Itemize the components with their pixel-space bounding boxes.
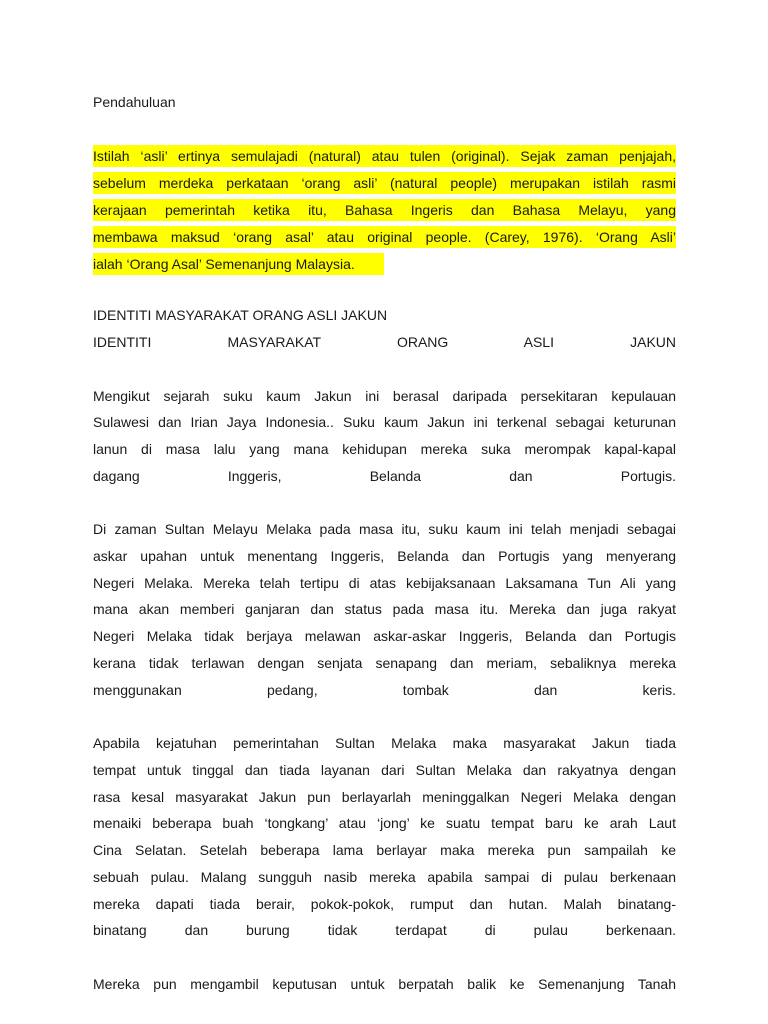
paragraph-line: lanun di masa lalu yang mana kehidupan mereka suka merompak kapal-kapal [93, 441, 676, 457]
paragraph-line: Di zaman Sultan Melayu Melaka pada masa itu, suku kaum ini telah menjadi sebagai [93, 521, 676, 537]
paragraph-line: menggunakan pedang, tombak dan keris. [93, 682, 676, 698]
paragraph-line: Mengikut sejarah suku kaum Jakun ini berasal daripada persekitaran kepulauan [93, 388, 676, 404]
paragraph-line: Sulawesi dan Irian Jaya Indonesia.. Suku kaum Jakun ini terkenal sebagai keturunan [93, 414, 676, 430]
section-title: Pendahuluan [93, 94, 176, 110]
intro-line: membawa maksud ‘orang asal’ atau original people. (Carey, 1976). ‘Orang Asli’ [93, 229, 676, 245]
intro-line: kerajaan pemerintah ketika itu, Bahasa Ingeris dan Bahasa Melayu, yang [93, 202, 676, 218]
paragraph-line: kerana tidak terlawan dengan senjata senapang dan meriam, sebaliknya mereka [93, 655, 676, 671]
heading: IDENTITI MASYARAKAT ORANG ASLI JAKUN [93, 307, 388, 323]
paragraph-line: Cina Selatan. Setelah beberapa lama berlayar maka mereka pun sampailah ke [93, 842, 676, 858]
intro-line: Istilah ‘asli’ ertinya semulajadi (natural) atau tulen (original). Sejak zaman penjajah, [93, 148, 676, 164]
paragraph-line: askar upahan untuk menentang Inggeris, Belanda dan Portugis yang menyerang [93, 548, 676, 564]
paragraph-line: tempat untuk tinggal dan tiada layanan dari Sultan Melaka dan rakyatnya dengan [93, 762, 676, 778]
paragraph-line: Negeri Melaka tidak berjaya melawan askar-askar Inggeris, Belanda dan Portugis [93, 628, 676, 644]
paragraph-line: dagang Inggeris, Belanda dan Portugis. [93, 468, 676, 484]
paragraph-line: sebuah pulau. Malang sungguh nasib mereka apabila sampai di pulau berkenaan [93, 869, 676, 885]
intro-line: sebelum merdeka perkataan ‘orang asli’ (natural people) merupakan istilah rasmi [93, 175, 676, 191]
paragraph-line: Mereka pun mengambil keputusan untuk berpatah balik ke Semenanjung Tanah [93, 976, 676, 992]
intro-line: ialah ‘Orang Asal’ Semenanjung Malaysia. [93, 256, 355, 272]
paragraph-line: mana akan memberi ganjaran dan status pada masa itu. Mereka dan juga rakyat [93, 601, 676, 617]
heading-justified: IDENTITI MASYARAKAT ORANG ASLI JAKUN [93, 334, 676, 350]
paragraph-line: menaiki beberapa buah ‘tongkang’ atau ‘jong’ ke suatu tempat baru ke arah Laut [93, 815, 676, 831]
paragraph-line: Negeri Melaka. Mereka telah tertipu di atas kebijaksanaan Laksamana Tun Ali yang [93, 575, 676, 591]
paragraph-line: Apabila kejatuhan pemerintahan Sultan Melaka maka masyarakat Jakun tiada [93, 735, 676, 751]
paragraph-line: mereka dapati tiada berair, pokok-pokok, rumput dan hutan. Malah binatang- [93, 896, 676, 912]
paragraph-line: binatang dan burung tidak terdapat di pulau berkenaan. [93, 922, 676, 938]
paragraph-line: rasa kesal masyarakat Jakun pun berlayarlah meninggalkan Negeri Melaka dengan [93, 789, 676, 805]
